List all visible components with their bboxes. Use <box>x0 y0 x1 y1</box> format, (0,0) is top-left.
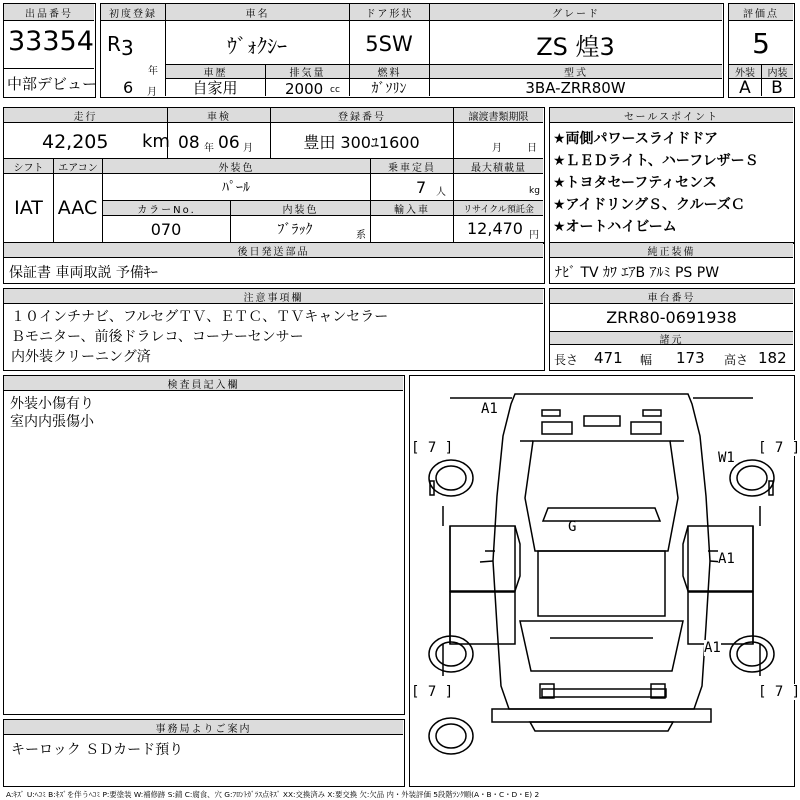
mileage-label: 走行 <box>4 108 167 123</box>
door-label: ドア形状 <box>349 4 429 21</box>
first-reg-label: 初度登録 <box>101 4 165 21</box>
inspector-label: 検査員記入欄 <box>4 376 403 391</box>
first-reg-year-unit: 年 <box>148 66 158 77</box>
capacity-label: 乗車定員 <box>370 159 453 174</box>
history-value: 自家用 <box>192 79 238 96</box>
recycle-value: 12,470 <box>467 219 523 238</box>
model-value: 3BA-ZRR80W <box>525 79 626 96</box>
car-name-value: ｳﾞｫｸｼｰ <box>227 33 287 58</box>
damage-mark-w1: W1 <box>718 450 735 466</box>
tread-depth: [ 7 ] <box>411 684 454 700</box>
length-value: 471 <box>594 349 623 367</box>
shift-value: IAT <box>14 197 43 219</box>
fuel-value: ｶﾞｿﾘﾝ <box>371 80 407 96</box>
damage-mark-a1: A1 <box>704 640 721 656</box>
notes-line: １０インチナビ、フルセグＴＶ、ＥＴＣ、ＴＶキャンセラー <box>11 309 389 325</box>
displacement-value: 2000 <box>285 80 324 98</box>
aircon-value: AAC <box>57 197 98 219</box>
inspector-line: 室内内張傷小 <box>10 414 94 430</box>
max-load-unit: kg <box>529 186 540 196</box>
lot-number: 33354 <box>8 26 94 57</box>
plate-value: 豊田 300ﾕ1600 <box>303 132 420 152</box>
accessories-label: 後日発送部品 <box>4 243 543 258</box>
int-color-value: ﾌﾞﾗｯｸ <box>277 222 313 238</box>
transfer-label: 譲渡書類期限 <box>453 108 543 123</box>
notes-line: Ｂモニター、前後ドラレコ、コーナーセンサー <box>11 329 304 345</box>
mileage-unit: km <box>142 131 170 152</box>
lot-box <box>3 3 96 98</box>
transfer-day-unit: 日 <box>527 143 537 154</box>
sales-label: セールスポイント <box>550 108 793 123</box>
score-box <box>728 3 795 98</box>
sales-point: ★トヨタセーフティセンス <box>553 175 717 191</box>
equipment-label: 純正装備 <box>550 243 793 258</box>
venue-label: 中部デビュー <box>7 75 98 93</box>
color-no-value: 070 <box>150 219 182 239</box>
width-label: 幅 <box>640 353 653 367</box>
history-label: 車歴 <box>166 65 265 79</box>
lot-label: 出品番号 <box>4 4 94 21</box>
tread-depth: [ 7 ] <box>758 684 800 700</box>
aircon-label: エアコン <box>53 159 102 174</box>
equipment-value: ﾅﾋﾞ TV ｶﾜ ｴｱB ｱﾙﾐ PS PW <box>555 265 720 281</box>
displacement-label: 排気量 <box>265 65 349 79</box>
fuel-label: 燃料 <box>349 65 429 79</box>
chassis-box <box>549 288 795 371</box>
sales-point: ★ＬＥＤライト、ハーフレザーＳ <box>553 153 759 169</box>
width-value: 173 <box>676 349 705 367</box>
inspector-box <box>3 375 405 715</box>
grade-value: ZS 煌3 <box>536 32 615 61</box>
equipment-box <box>549 242 795 284</box>
int-color-label: 内装色 <box>230 201 370 216</box>
damage-diagram <box>409 375 800 787</box>
chassis-value: ZRR80-0691938 <box>606 307 737 327</box>
notes-box <box>3 288 545 371</box>
recycle-unit: 円 <box>529 230 539 241</box>
vehicle-info-box <box>100 3 724 98</box>
damage-mark-a1: A1 <box>718 551 735 567</box>
displacement-unit: cc <box>330 85 340 95</box>
details-box <box>3 107 545 244</box>
first-reg-month: 6 <box>123 78 134 97</box>
notes-line: 内外装クリーニング済 <box>11 349 151 365</box>
inspector-line: 外装小傷有り <box>10 396 94 412</box>
length-label: 長さ <box>554 353 579 367</box>
plate-label: 登録番号 <box>270 108 453 123</box>
office-value: キーロック ＳＤカード預り <box>11 742 184 758</box>
damage-mark-g: G <box>568 519 577 535</box>
transfer-month-unit: 月 <box>492 143 502 154</box>
inspection-month: 06 <box>218 133 240 153</box>
inspection-month-unit: 月 <box>243 143 253 154</box>
inspection-label: 車検 <box>167 108 270 123</box>
first-reg-month-unit: 月 <box>147 87 157 98</box>
car-diagram-svg <box>410 376 793 785</box>
sales-box <box>549 107 795 244</box>
office-label: 事務局よりご案内 <box>4 720 403 735</box>
door-value: 5SW <box>365 32 413 56</box>
car-name-label: 車名 <box>165 4 349 21</box>
sales-point: ★両側パワースライドドア <box>553 131 719 147</box>
inspection-year: 08 <box>178 133 200 153</box>
office-box <box>3 719 405 787</box>
chassis-label: 車台番号 <box>550 289 793 304</box>
legend-text: A:ｷｽﾞ U:ﾍｺﾐ B:ｷｽﾞを伴うﾍｺﾐ P:要塗装 W:補修跡 S:錆 C:腐食、穴 G:ﾌﾛﾝﾄｶﾞﾗｽ点ｷｽﾞ XX:交換済み X:要交換 欠:欠品 内・外装評価 5段階ﾗﾝｸ順(A・B・C・D・E) 2 <box>6 790 540 799</box>
tread-depth: [ 7 ] <box>758 440 800 456</box>
damage-mark-a1: A1 <box>481 401 498 417</box>
notes-label: 注意事項欄 <box>4 289 543 304</box>
ext-score: A <box>739 79 751 96</box>
int-score-label: 内装 <box>761 65 793 79</box>
capacity-value: 7 <box>416 178 427 197</box>
first-reg-era: R <box>107 32 121 56</box>
accessories-box <box>3 242 545 284</box>
import-label: 輸入車 <box>370 201 453 216</box>
max-load-label: 最大積載量 <box>453 159 543 174</box>
tread-depth: [ 7 ] <box>411 440 454 456</box>
color-no-label: カラーNo. <box>103 201 230 216</box>
score-label: 評価点 <box>729 4 793 21</box>
height-label: 高さ <box>724 353 749 367</box>
height-value: 182 <box>758 349 787 367</box>
shift-label: シフト <box>4 159 53 174</box>
score-value: 5 <box>752 26 770 60</box>
inspection-year-unit: 年 <box>204 143 214 154</box>
capacity-unit: 人 <box>436 187 446 198</box>
ext-color-value: ﾊﾟｰﾙ <box>222 180 250 196</box>
recycle-label: リサイクル預託金 <box>453 201 543 216</box>
specs-label: 諸元 <box>550 331 793 345</box>
sales-point: ★アイドリングＳ、クルーズＣ <box>553 197 745 213</box>
mileage-value: 42,205 <box>42 131 109 153</box>
ext-score-label: 外装 <box>729 65 761 79</box>
accessories-value: 保証書 車両取説 予備ｷｰ <box>9 265 158 281</box>
ext-color-label: 外装色 <box>102 159 370 174</box>
sales-point: ★オートハイビーム <box>553 219 677 235</box>
first-reg-year: 3 <box>121 36 134 60</box>
grade-label: グレード <box>429 4 722 21</box>
model-label: 型式 <box>429 65 722 79</box>
int-color-unit: 系 <box>356 230 366 241</box>
int-score: B <box>771 79 783 96</box>
